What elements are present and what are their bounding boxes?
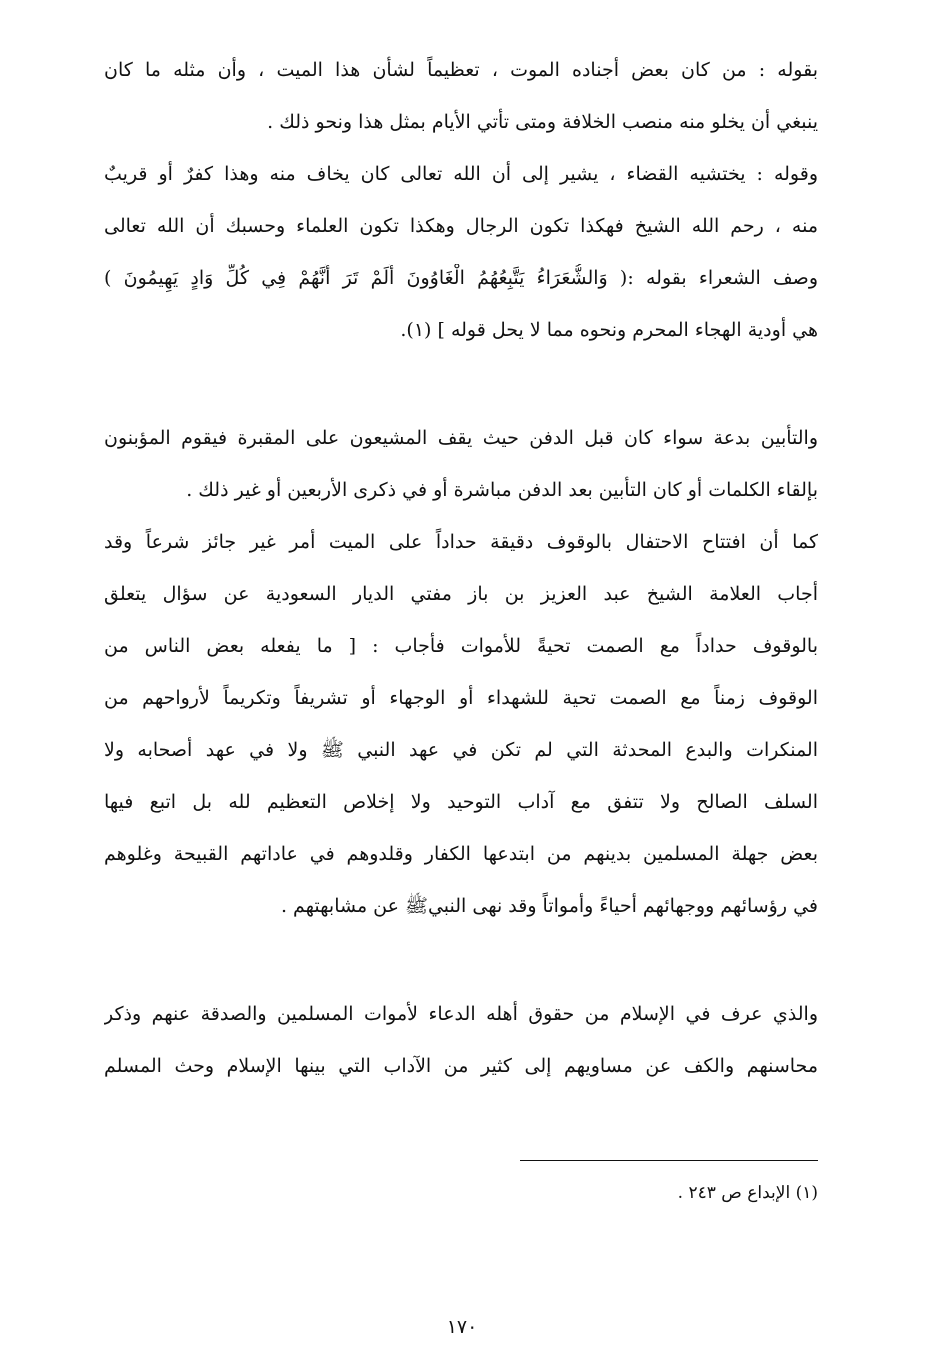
text-line: بالوقوف حداداً مع الصمت تحيةً للأموات فأجاب : [ ما يفعله بعض الناس من (104, 635, 818, 657)
text-line: في رؤسائهم ووجهائهم أحياءً وأمواتاً وقد نهى النبيﷺ عن مشابهتهم . (280, 895, 818, 917)
text-line: والذي عرف في الإسلام من حقوق أهله الدعاء لأموات المسلمين والصدقة عنهم وذكر (104, 1003, 818, 1025)
text-line: المنكرات والبدع المحدثة التي لم تكن في عهد النبي ﷺ ولا في عهد أصحابه ولا (104, 739, 818, 761)
footnote-divider (520, 1160, 818, 1161)
text-line: محاسنهم والكف عن مساويهم إلى كثير من الآداب التي بينها الإسلام وحث المسلم (104, 1055, 818, 1077)
footnote: (١) الإبداع ص ٢٤٣ . (677, 1183, 818, 1203)
page-number: ١٧٠ (446, 1316, 478, 1338)
text-line: أجاب العلامة الشيخ عبد العزيز بن باز مفتي الديار السعودية عن سؤال يتعلق (104, 583, 818, 605)
text-line: والتأبين بدعة سواء كان قبل الدفن حيث يقف المشيعون على المقبرة فيقوم المؤبنون (104, 427, 818, 449)
quran-verse-line: وصف الشعراء بقوله :( وَالشُّعَرَاءُ يَتَّبِعُهُمُ الْغَاوُونَ أَلَمْ تَرَ أَنَّهُمْ فِي كُلِّ وَادٍ يَهِيمُونَ ) (104, 267, 818, 289)
text-line: وقوله : يختشيه القضاء ، يشير إلى أن الله تعالى كان يخاف منه وهذا كفرٌ أو قريبٌ (104, 163, 818, 185)
text-line: هي أودية الهجاء المحرم ونحوه مما لا يحل قوله ] (١). (400, 319, 818, 341)
text-line: كما أن افتتاح الاحتفال بالوقوف دقيقة حداداً على الميت أمر غير جائز شرعاً وقد (104, 531, 818, 553)
text-line: الوقوف زمناً مع الصمت تحية للشهداء أو الوجهاء أو تشريفاً وتكريماً لأرواحهم من (104, 687, 818, 709)
text-line: بإلقاء الكلمات أو كان التأبين بعد الدفن مباشرة أو في ذكرى الأربعين أو غير ذلك . (186, 479, 818, 501)
text-line: السلف الصالح ولا تتفق مع آداب التوحيد ولا إخلاص التعظيم لله بل اتبع فيها (104, 791, 818, 813)
text-line: منه ، رحم الله الشيخ فهكذا تكون الرجال وهكذا تكون العلماء وحسبك أن الله تعالى (104, 215, 818, 237)
text-line: بعض جهلة المسلمين بدينهم من ابتدعها الكفار وقلدوهم في عاداتهم القبيحة وغلوهم (104, 843, 818, 865)
text-line: ينبغي أن يخلو منه منصب الخلافة ومتى تأتي الأيام بمثل هذا ونحو ذلك . (267, 111, 818, 133)
text-line: بقوله : من كان بعض أجناده الموت ، تعظيماً لشأن هذا الميت ، وأن مثله ما كان (104, 59, 818, 81)
